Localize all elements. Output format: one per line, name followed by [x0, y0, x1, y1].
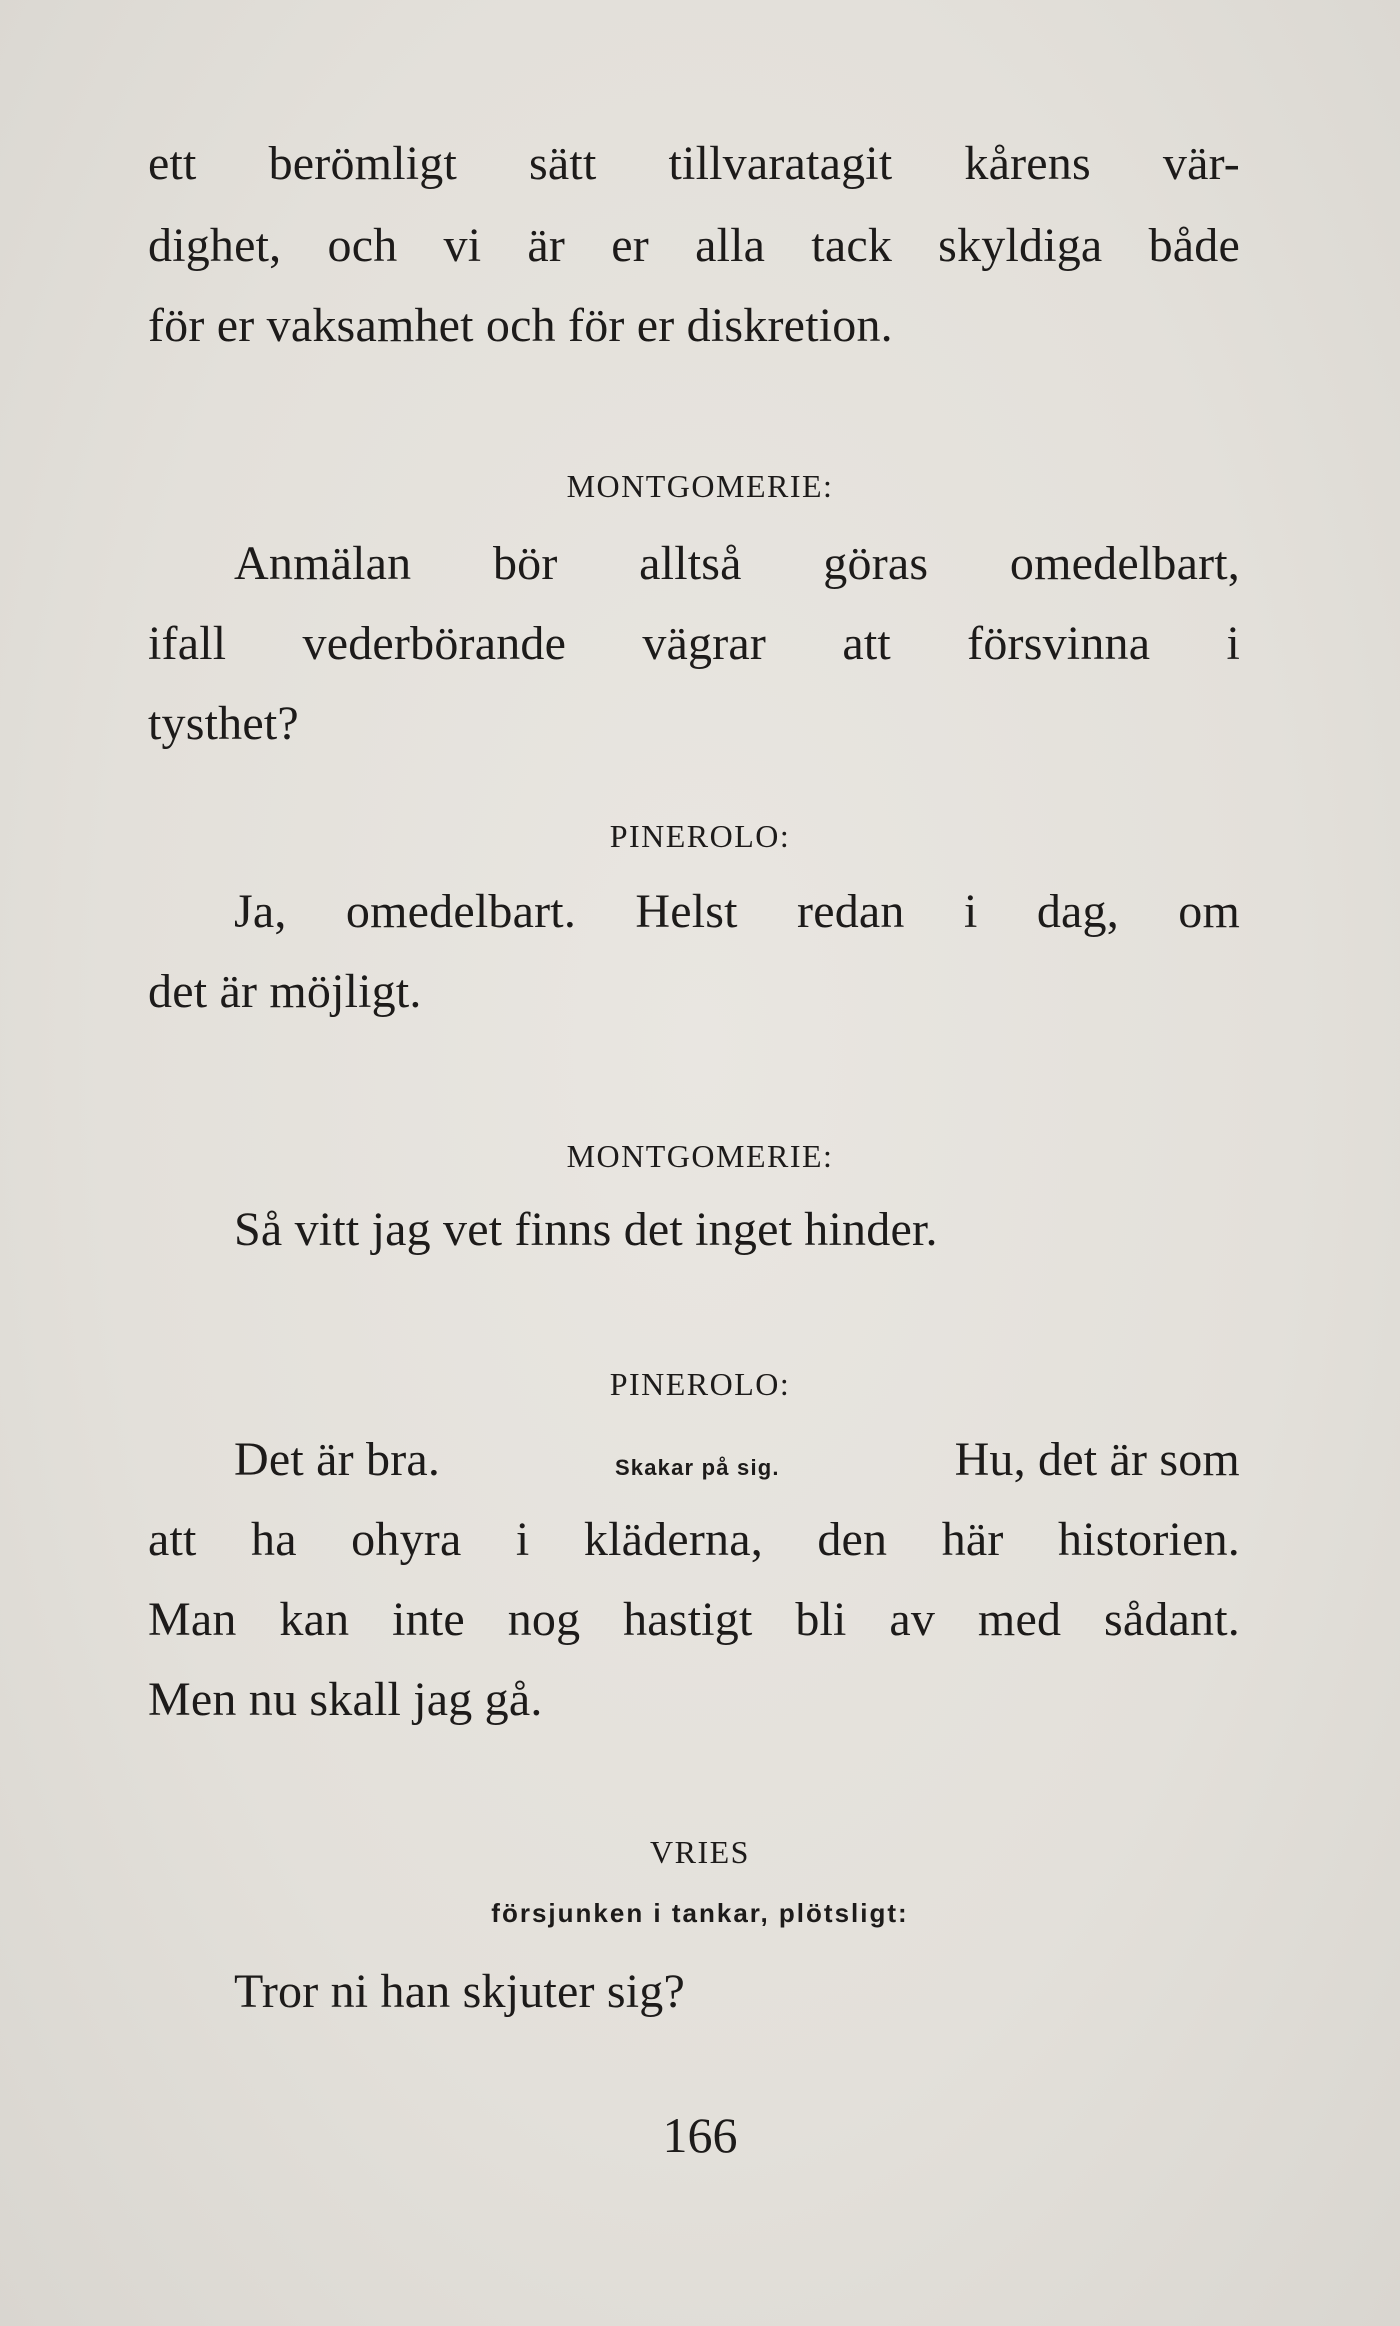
text-line: det är möjligt. [148, 965, 422, 1018]
text-line: för er vaksamhet och för er diskretion. [148, 299, 893, 352]
speaker-name: PINEROLO: [609, 818, 791, 854]
stage-direction: Skakar på sig. [614, 1455, 780, 1480]
text-line: att ha ohyra i kläderna, den här historien. [148, 1513, 1240, 1566]
text-line: tysthet? [148, 697, 299, 750]
text-line-with-direction [234, 1433, 1240, 1486]
text-line: Så vitt jag vet finns det inget hinder. [234, 1203, 938, 1256]
line-text: Det är bra. [234, 1433, 441, 1486]
text-line: dighet, och vi är er alla tack skyldiga både [148, 219, 1240, 272]
text-line: Tror ni han skjuter sig? [234, 1965, 686, 2018]
text-line: Man kan inte nog hastigt bli av med sådant. [148, 1593, 1240, 1646]
text-line: Anmälan bör alltså göras omedelbart, [234, 537, 1240, 590]
text-line: ett berömligt sätt tillvaratagit kårens vär- [148, 137, 1240, 190]
page-number: 166 [662, 2107, 738, 2163]
speaker-name: VRIES [650, 1834, 750, 1870]
text-line: Men nu skall jag gå. [148, 1673, 543, 1726]
speaker-name: PINEROLO: [609, 1366, 791, 1402]
line-text: Hu, det är som [954, 1433, 1240, 1486]
speaker-name: MONTGOMERIE: [566, 1138, 834, 1174]
text-line: Ja, omedelbart. Helst redan i dag, om [234, 885, 1240, 938]
speaker-name: MONTGOMERIE: [566, 468, 834, 504]
stage-direction: försjunken i tankar, plötsligt: [491, 1898, 909, 1928]
text-line: ifall vederbörande vägrar att försvinna i [148, 617, 1240, 670]
